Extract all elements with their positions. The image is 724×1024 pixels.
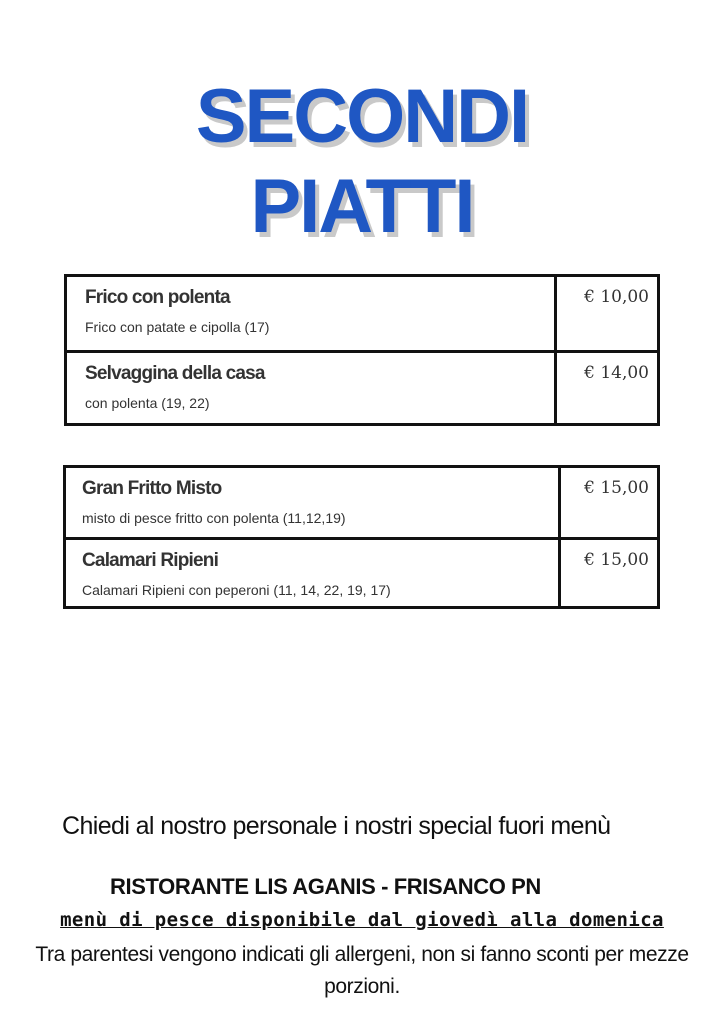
allergens-note: Tra parentesi vengono indicati gli allergeni, non si fanno sconti per mezze porzioni. [35,943,689,998]
dish-price: € 15,00 [584,550,649,570]
special-menu-note: Chiedi al nostro personale i nostri special fuori menù [62,812,611,840]
dish-cell [66,540,561,606]
dish-cell [67,277,557,350]
menu-item [67,277,657,350]
restaurant-name: RISTORANTE LIS AGANIS - FRISANCO PN [110,874,541,899]
menu-table-2 [63,465,660,609]
dish-price: € 14,00 [584,363,649,383]
page-title-line-2: PIATTI [250,164,474,249]
dish-cell [66,468,561,537]
dish-description: misto di pesce fritto con polenta (11,12,19) [82,510,346,526]
menu-table-1 [64,274,660,426]
dish-description: con polenta (19, 22) [85,395,210,411]
dish-name: Gran Fritto Misto [82,478,222,499]
dish-name: Calamari Ripieni [82,550,219,571]
dish-price: € 10,00 [584,287,649,307]
menu-item [66,468,657,537]
menu-item [67,350,657,423]
dish-name: Frico con polenta [85,287,230,308]
dish-description: Calamari Ripieni con peperoni (11, 14, 22, 19, 17) [82,582,391,598]
dish-price: € 15,00 [584,478,649,498]
dish-name: Selvaggina della casa [85,363,265,384]
menu-item [66,537,657,606]
availability-note: menù di pesce disponibile dal giovedì alla domenica [60,909,664,931]
page-title-line-1: SECONDI [195,74,529,159]
dish-cell [67,353,557,423]
dish-description: Frico con patate e cipolla (17) [85,319,270,335]
